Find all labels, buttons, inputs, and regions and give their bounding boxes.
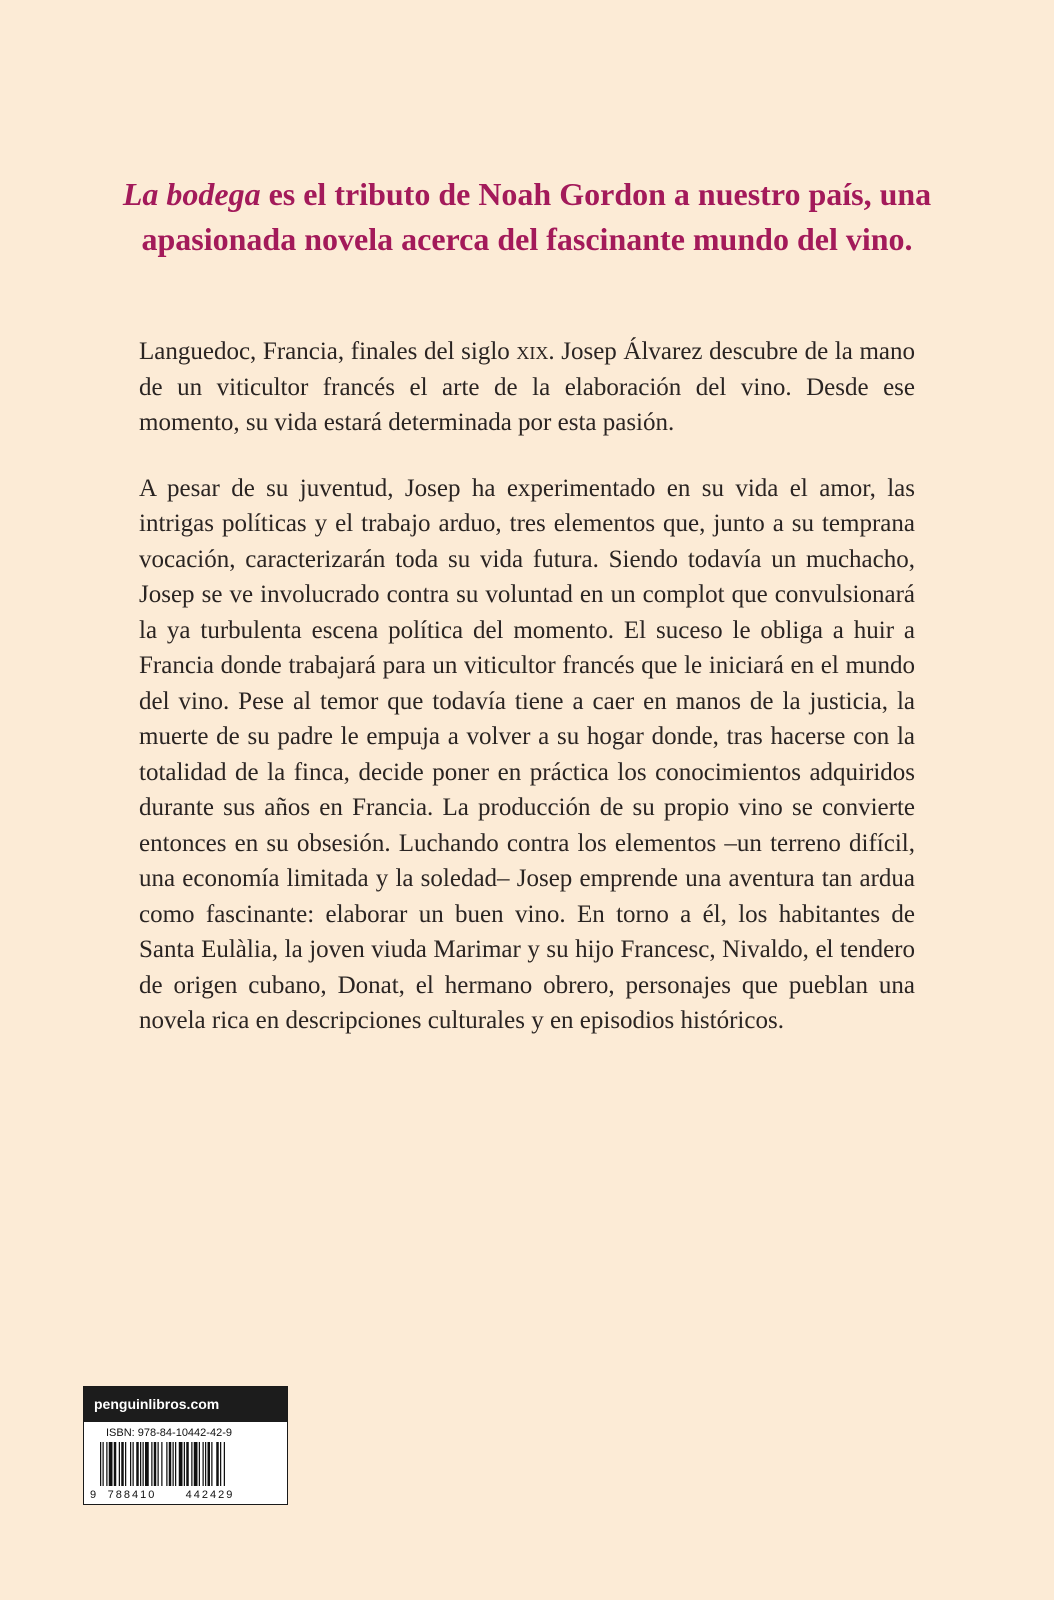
barcode-bar (173, 1442, 174, 1486)
barcode-bar (158, 1442, 159, 1486)
barcode-bar (145, 1442, 149, 1486)
barcode-bar (186, 1442, 189, 1486)
paragraph-intro-start: Languedoc, Francia, finales del siglo (139, 338, 517, 365)
barcode-bar (184, 1442, 185, 1486)
barcode-bar (205, 1442, 206, 1486)
synopsis (139, 334, 915, 1069)
paragraph-intro-end: . Josep Álvarez descubre de la mano de un viticultor francés el arte de la elaboración del vino. Desde ese momento, su vida estará determinada por esta pasión. (139, 338, 915, 436)
barcode-bar (208, 1442, 211, 1486)
barcode-icon (90, 1442, 282, 1500)
barcode-bar (169, 1442, 172, 1486)
barcode-bar (130, 1442, 131, 1486)
barcode-bar (119, 1442, 120, 1486)
headline-text: es el tributo de Noah Gordon a nuestro país, una apasionada novela acerca del fascinante mundo del vino. (141, 176, 932, 257)
book-title: La bodega (122, 176, 261, 212)
barcode-box (83, 1386, 288, 1505)
barcode-bar (179, 1442, 183, 1486)
barcode-bar (121, 1442, 124, 1486)
barcode-digit-first: 9 (90, 1489, 97, 1500)
barcode-bar (106, 1442, 107, 1486)
barcode-digits-left: 788410 (107, 1489, 157, 1500)
publisher-website: penguinlibros.com (84, 1387, 287, 1422)
barcode-bar (151, 1442, 152, 1486)
paragraph-intro (139, 334, 915, 441)
barcode-bar (199, 1442, 200, 1486)
barcode-bar (125, 1442, 126, 1486)
isbn-label: ISBN: 978-84-10442-42-9 (106, 1427, 232, 1439)
paragraph-main: A pesar de su juventud, Josep ha experimentado en su vida el amor, las intrigas políticas y el trabajo arduo, tres elementos que, junto a su temprana vocación, caracterizarán toda su vida futura. Siendo todavía un muchacho, Josep se ve involucrado contra su voluntad en un complot que convulsionará la ya turbulenta escena política del momento. El suceso le obliga a huir a Francia donde trabajará para un viticultor francés que le iniciará en el mundo del vino. Pese al temor que todavía tiene a caer en manos de la justicia, la muerte de su padre le empuja a volver a su hogar donde, tras hacerse con la totalidad de la finca, decide poner en práctica los conocimientos adquiridos durante sus años en Francia. La producción de su propio vino se convierte entonces en su obsesión. Luchando contra los elementos –un terreno difícil, una economía limitada y la soledad– Josep emprende una aventura tan ardua como fascinante: elaborar un buen vino. En torno a él, los habitantes de Santa Eulàlia, la joven viuda Marimar y su hijo Francesc, Nivaldo, el tendero de origen cubano, Donat, el hermano obrero, personajes que pueblan una novela rica en descripciones culturales y en episodios históricos. (139, 474, 915, 1034)
barcode-bar (216, 1442, 219, 1486)
barcode-bar (133, 1442, 134, 1486)
barcode-bar (114, 1442, 117, 1486)
headline (120, 172, 934, 262)
barcode-bar (109, 1442, 113, 1486)
barcode-bar (220, 1442, 221, 1486)
barcode-bar (161, 1442, 162, 1486)
barcode-digits-right: 442429 (185, 1489, 235, 1500)
barcode-bar (224, 1442, 225, 1486)
barcode-bar (140, 1442, 141, 1486)
barcode-bar (175, 1442, 176, 1486)
barcode-bar (166, 1442, 167, 1486)
barcode-bar (154, 1442, 157, 1486)
barcode-bar (211, 1442, 212, 1486)
century-numeral: xix (516, 338, 549, 365)
barcode-bar (103, 1442, 104, 1486)
barcode-bar (100, 1442, 101, 1486)
barcode-bar (191, 1442, 192, 1486)
barcode-bar (203, 1442, 204, 1486)
barcode-bar (143, 1442, 144, 1486)
barcode-bar (136, 1442, 139, 1486)
barcode-bar (194, 1442, 198, 1486)
